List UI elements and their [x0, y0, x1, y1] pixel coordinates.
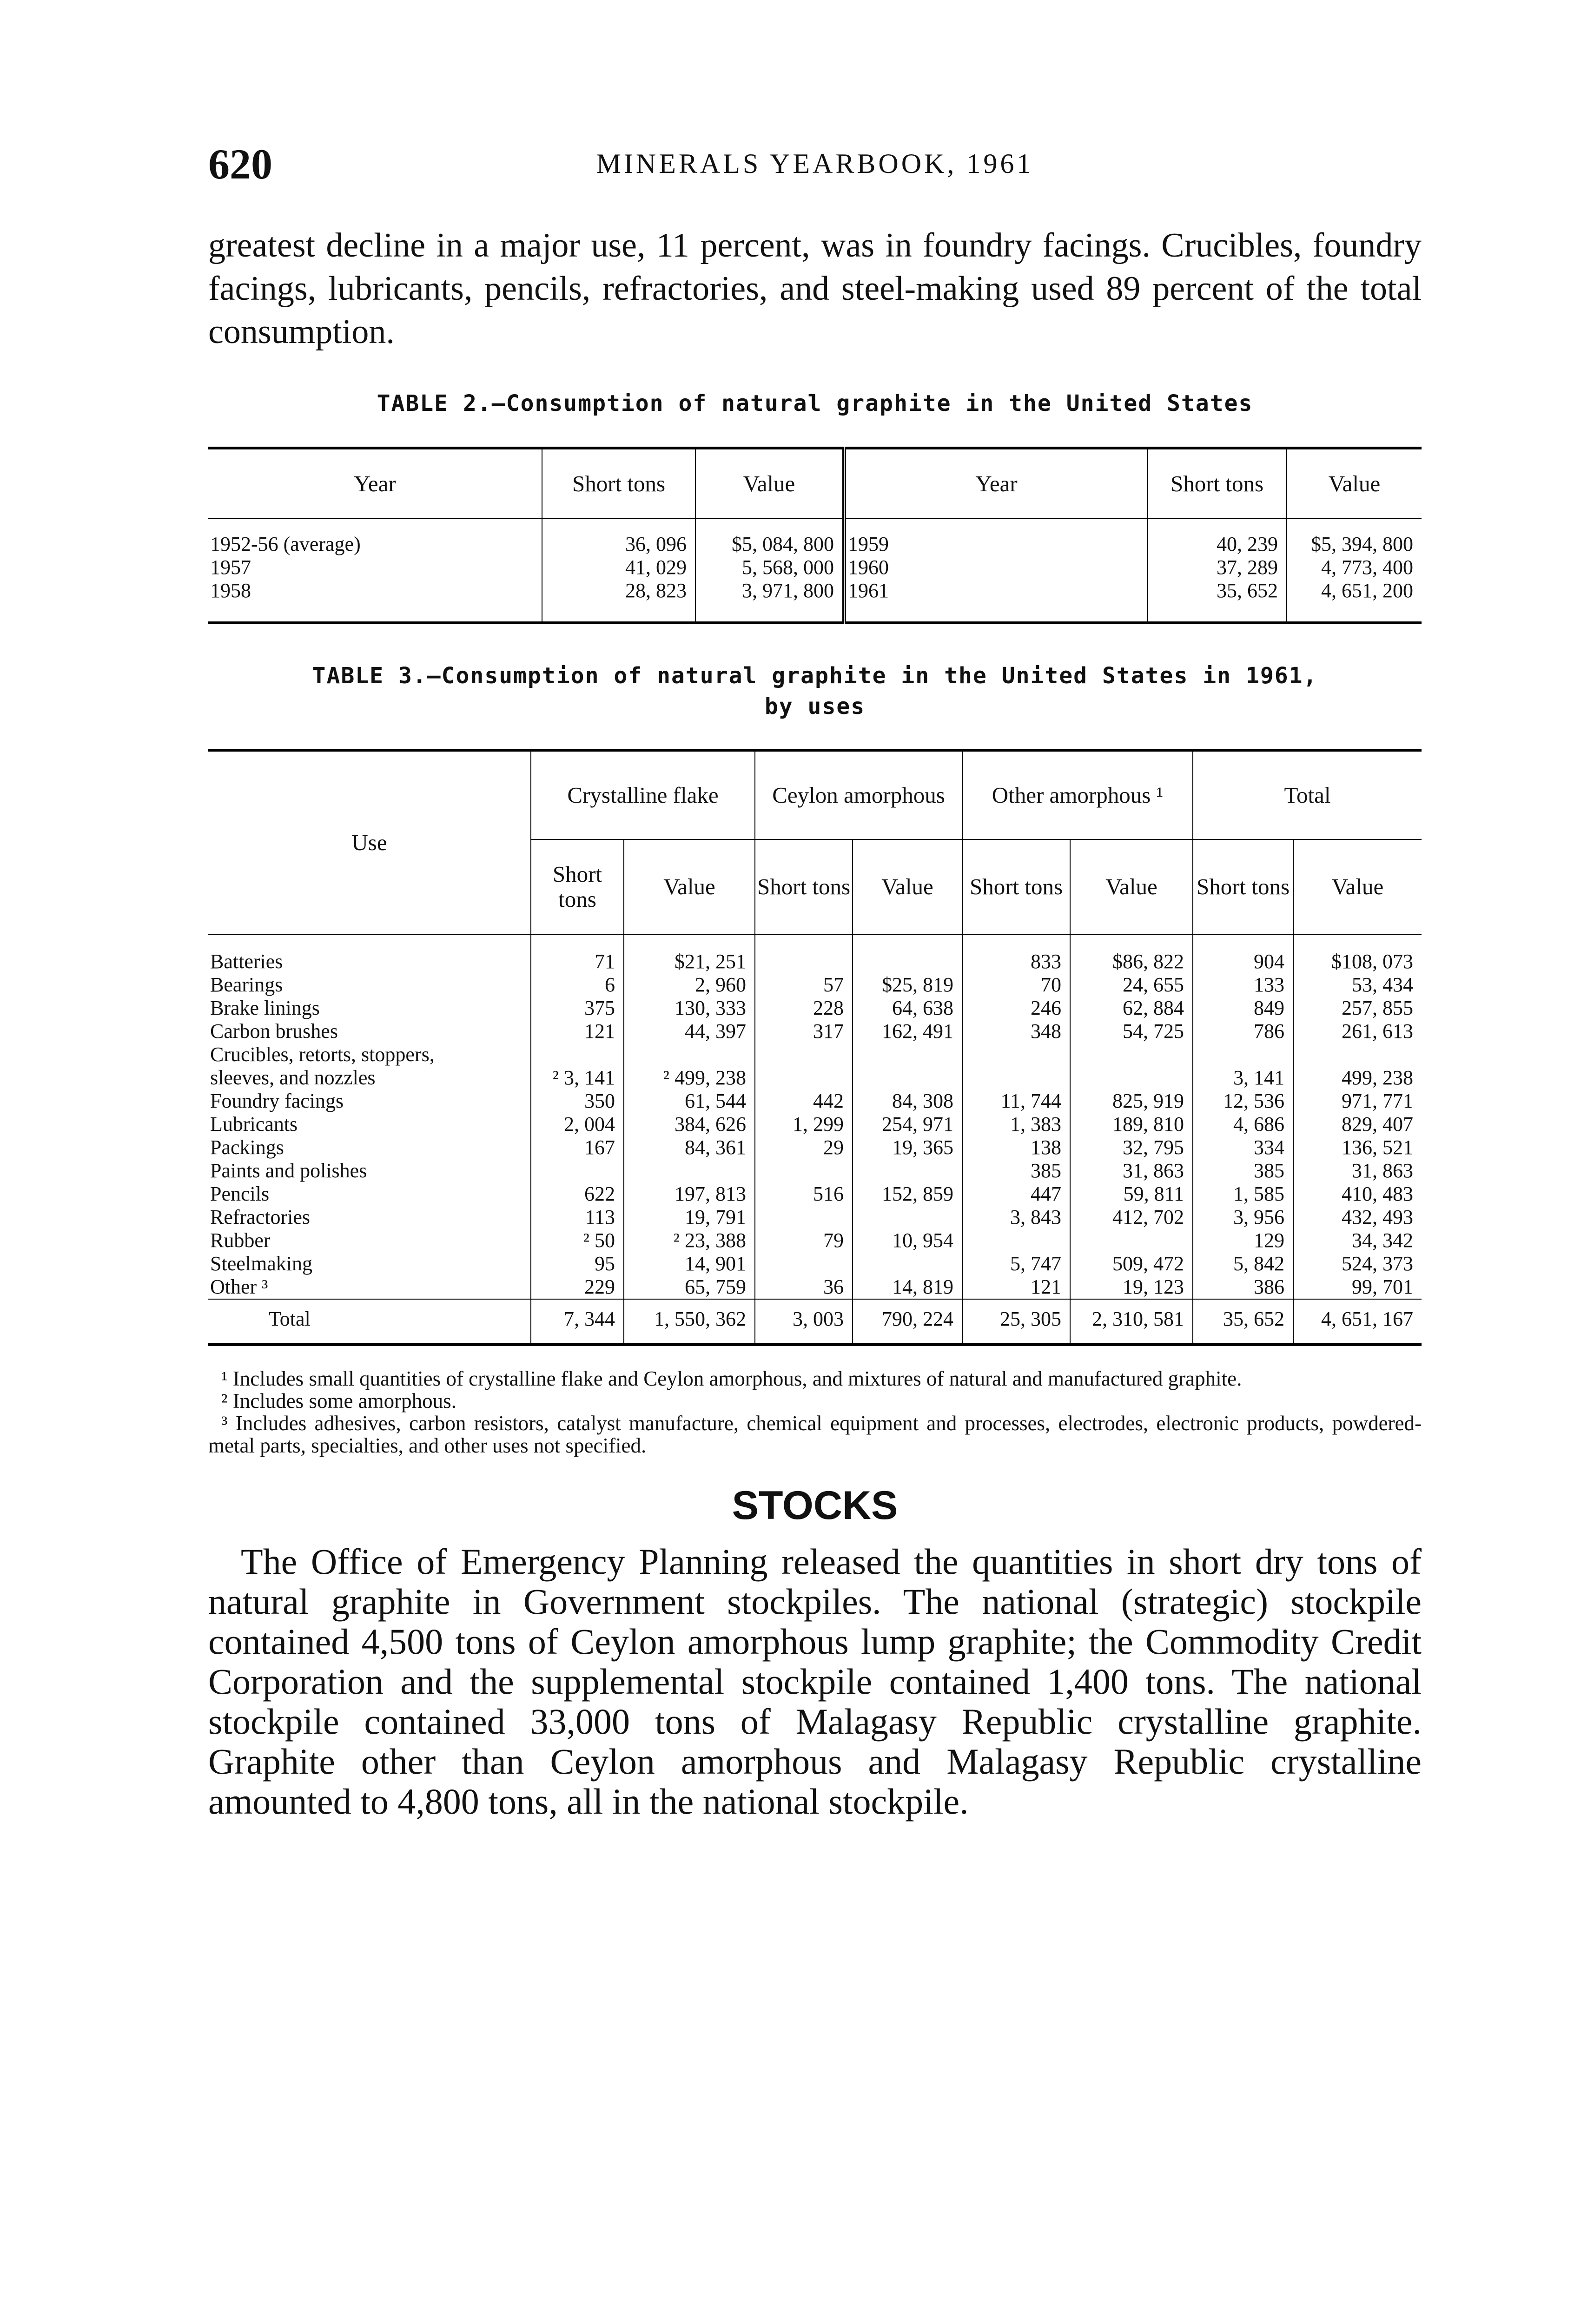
table3-cell [1070, 1066, 1193, 1089]
table3-sub-header: Short tons [1193, 839, 1293, 934]
table3-total-cell: 1, 550, 362 [624, 1299, 755, 1345]
table3-cell: 833 [962, 934, 1070, 973]
table-row [208, 1113, 1422, 1136]
table2-header-short-tons: Short tons [542, 448, 695, 519]
table3-cell: 432, 493 [1342, 1206, 1413, 1228]
table2-cell: $5, 084, 800 [695, 519, 844, 556]
footnote: ³ Includes adhesives, carbon resistors, catalyst manufacture, chemical equipment and processes, electrodes, electronic products, powdered-metal parts, specialties, and other uses not specified. [208, 1412, 1422, 1457]
table3-cell: 12, 536 [1193, 1089, 1293, 1113]
table3-cell: 84, 308 [853, 1089, 962, 1113]
table2 [208, 447, 1422, 624]
table2-cell: 3, 971, 800 [695, 579, 844, 623]
table3-header-use: Use [208, 750, 531, 934]
table3-sub-header: Value [1070, 839, 1193, 934]
table3-cell: 133 [1193, 973, 1293, 997]
table2-cell: 40, 239 [1147, 519, 1287, 556]
table3-title-line1: TABLE 3.—Consumption of natural graphite in the United States in 1961, [312, 663, 1318, 689]
table-row [208, 519, 1422, 556]
table3-cell: 65, 759 [624, 1275, 755, 1299]
table3-total-cell: 2, 310, 581 [1070, 1299, 1193, 1345]
table2-header-value: Value [695, 448, 844, 519]
table3-cell: 3, 843 [962, 1206, 1070, 1229]
table3-cell [962, 1229, 1070, 1252]
table3-cell: 348 [962, 1020, 1070, 1043]
table3-use-label: Bearings [208, 973, 531, 997]
table3-sub-header: Value [624, 839, 755, 934]
table2-cell: 1959 [844, 519, 1147, 556]
table2-cell: 1960 [844, 556, 1147, 579]
table3-group-header: Crystalline flake [531, 750, 755, 839]
page-number: 620 [208, 140, 272, 188]
table3-cell: 167 [531, 1136, 624, 1159]
table3-cell: 95 [531, 1252, 624, 1275]
table2-cell: 1958 [208, 579, 542, 623]
table3-cell: 385 [1193, 1159, 1293, 1182]
table2-cell: 41, 029 [542, 556, 695, 579]
table3-cell: 70 [962, 973, 1070, 997]
table3-cell [755, 934, 853, 973]
table3-cell: 3, 141 [1193, 1066, 1293, 1089]
table3-cell: 36 [755, 1275, 853, 1299]
table2-cell: 36, 096 [542, 519, 695, 556]
table2-cell: 4, 773, 400 [1321, 556, 1413, 579]
table3-cell: 136, 521 [1342, 1136, 1413, 1159]
table2-cell: 1952-56 (average) [208, 519, 542, 556]
table3-cell [531, 1043, 624, 1066]
table3-cell: 384, 626 [624, 1113, 755, 1136]
table3-group-header: Ceylon amorphous [755, 750, 962, 839]
stocks-paragraph: The Office of Emergency Planning released the quantities in short dry tons of natural graphite in Government stockpiles. The national (strategic) stockpile contained 4,500 tons of Ceylon amorphous lump graphite; the Commodity Credit Corporation and the supplemental stockpile contained 1,400 tons. The national stockpile contained 33,000 tons of Malagasy Republic crystalline graphite. Graphite other than Ceylon amorphous and Malagasy Republic crystalline amounted to 4,800 tons, all in the national stockpile. [208, 1541, 1422, 1822]
table3-cell [1070, 1043, 1193, 1066]
table3-cell: 786 [1193, 1020, 1293, 1043]
table3-sub-header: Value [853, 839, 962, 934]
table3-cell: ² 3, 141 [531, 1066, 624, 1089]
table3-cell: 829, 407 [1342, 1113, 1413, 1136]
table3-cell [1193, 1043, 1293, 1066]
table3-cell: 29 [755, 1136, 853, 1159]
table3-group-header: Other amorphous ¹ [962, 750, 1193, 839]
table3-use-label: Carbon brushes [208, 1020, 531, 1043]
table-row [208, 1275, 1422, 1299]
table3-cell: 317 [755, 1020, 853, 1043]
table3-title [208, 660, 1422, 722]
table3-cell [755, 1066, 853, 1089]
table3-cell: 386 [1193, 1275, 1293, 1299]
table2-cell: 4, 651, 200 [1321, 579, 1413, 602]
table-row [208, 1020, 1422, 1043]
table3-cell: 825, 919 [1070, 1089, 1193, 1113]
table3-sub-header: Short tons [531, 839, 624, 934]
table3-cell: 162, 491 [853, 1020, 962, 1043]
table3-cell: 197, 813 [624, 1182, 755, 1206]
table3-cell [755, 1159, 853, 1182]
running-title: MINERALS YEARBOOK, 1961 [596, 148, 1034, 179]
table3-cell: 99, 701 [1352, 1275, 1413, 1298]
table3-cell: 14, 819 [853, 1275, 962, 1299]
table3-cell: 257, 855 [1342, 997, 1413, 1019]
table3-cell: 2, 004 [531, 1113, 624, 1136]
table3-cell: 228 [755, 997, 853, 1020]
table3-cell [853, 1066, 962, 1089]
table3-cell: 19, 123 [1070, 1275, 1193, 1299]
table3-cell: 524, 373 [1342, 1252, 1413, 1275]
table3-cell: 1, 299 [755, 1113, 853, 1136]
table3-cell: 31, 863 [1070, 1159, 1193, 1182]
table3-use-label: Lubricants [208, 1113, 531, 1136]
table3-cell [755, 1252, 853, 1275]
table-row [208, 556, 1422, 579]
table3-cell: 509, 472 [1070, 1252, 1193, 1275]
table3-cell: 3, 956 [1193, 1206, 1293, 1229]
table3-use-label: Steelmaking [208, 1252, 531, 1275]
table3-total-cell: 7, 344 [531, 1299, 624, 1345]
table3-cell: 4, 686 [1193, 1113, 1293, 1136]
table3-cell: $86, 822 [1070, 934, 1193, 973]
table3-group-header-row [208, 750, 1422, 839]
table3-cell: 84, 361 [624, 1136, 755, 1159]
table3-cell: 410, 483 [1342, 1182, 1413, 1205]
table3-cell [962, 1043, 1070, 1066]
table3-cell: 254, 971 [853, 1113, 962, 1136]
table-row [208, 1206, 1422, 1229]
table3-cell: 44, 397 [624, 1020, 755, 1043]
table3-total-cell: 35, 652 [1193, 1299, 1293, 1345]
table3-cell: 442 [755, 1089, 853, 1113]
table3-use-label: Other ³ [208, 1275, 531, 1299]
table3-use-label: sleeves, and nozzles [208, 1066, 531, 1089]
table-row [208, 973, 1422, 997]
page [208, 139, 1422, 1858]
table3-cell: 34, 342 [1352, 1229, 1413, 1252]
table3-cell: 61, 544 [624, 1089, 755, 1113]
table2-cell: 37, 289 [1147, 556, 1287, 579]
table3-cell: 138 [962, 1136, 1070, 1159]
section-heading-stocks: STOCKS [732, 1483, 898, 1528]
table3-cell: 57 [755, 973, 853, 997]
table2-cell: 28, 823 [542, 579, 695, 623]
footnote: ¹ Includes small quantities of crystalline flake and Ceylon amorphous, and mixtures of natural and manufactured graphite. [221, 1367, 1242, 1390]
table3-cell: 113 [531, 1206, 624, 1229]
table3-total-label: Total [208, 1299, 531, 1345]
table3-cell: 499, 238 [1342, 1066, 1413, 1089]
table3-cell: 130, 333 [624, 997, 755, 1020]
table3-use-label: Brake linings [208, 997, 531, 1020]
table3-cell: 447 [962, 1182, 1070, 1206]
table3-cell: 62, 884 [1070, 997, 1193, 1020]
table2-cell: $5, 394, 800 [1311, 533, 1413, 555]
table-row [208, 1136, 1422, 1159]
table3-cell: $108, 073 [1331, 950, 1413, 973]
table3-cell: 622 [531, 1182, 624, 1206]
table3-cell: 904 [1193, 934, 1293, 973]
table3-cell: 516 [755, 1182, 853, 1206]
table3-cell [853, 1206, 962, 1229]
table3-use-label: Paints and polishes [208, 1159, 531, 1182]
table3-cell [624, 1043, 755, 1066]
table3-cell: 385 [962, 1159, 1070, 1182]
table2-cell: 35, 652 [1147, 579, 1287, 623]
intro-paragraph: greatest decline in a major use, 11 percent, was in foundry facings. Crucibles, foundry facings, lubricants, pencils, refractories, and steel-making used 89 percent of the total consumption. [208, 226, 1422, 351]
table3-cell: 19, 791 [624, 1206, 755, 1229]
table3-cell [853, 1252, 962, 1275]
table3-cell: 261, 613 [1342, 1020, 1413, 1043]
table3-cell: 971, 771 [1342, 1089, 1413, 1112]
table3-cell: $21, 251 [624, 934, 755, 973]
table3-cell: 5, 842 [1193, 1252, 1293, 1275]
table-row [208, 1089, 1422, 1113]
table3-title-line2: by uses [764, 693, 866, 720]
table2-title: TABLE 2.—Consumption of natural graphite in the United States [377, 390, 1253, 416]
table3-use-label: Rubber [208, 1229, 531, 1252]
footnote: ² Includes some amorphous. [221, 1389, 456, 1413]
running-head [208, 139, 1422, 191]
table3-use-label: Refractories [208, 1206, 531, 1229]
table2-header-row [208, 448, 1422, 519]
table3-cell: ² 23, 388 [624, 1229, 755, 1252]
table3-cell: 189, 810 [1070, 1113, 1193, 1136]
table-row [208, 934, 1422, 973]
table3-cell [1070, 1229, 1193, 1252]
table3-cell: 31, 863 [1352, 1159, 1413, 1182]
table3-cell [853, 1159, 962, 1182]
table3-cell: 412, 702 [1070, 1206, 1193, 1229]
table3-use-label: Pencils [208, 1182, 531, 1206]
table3-body [208, 934, 1422, 1299]
table-row [208, 1043, 1422, 1066]
table3-total-cell: 790, 224 [853, 1299, 962, 1345]
table-row [208, 997, 1422, 1020]
table3-group-header: Total [1193, 750, 1422, 839]
table3-cell [1293, 1043, 1422, 1066]
table3-use-label: Foundry facings [208, 1089, 531, 1113]
table3-cell: 2, 960 [624, 973, 755, 997]
table3-cell: 5, 747 [962, 1252, 1070, 1275]
table3-cell: $25, 819 [853, 973, 962, 997]
table3-total-cell: 25, 305 [962, 1299, 1070, 1345]
table2-header-value: Value [1287, 448, 1422, 519]
table3-cell: 64, 638 [853, 997, 962, 1020]
table3-footnotes [208, 1367, 1422, 1457]
table3-cell: 32, 795 [1070, 1136, 1193, 1159]
table2-header-year: Year [208, 448, 542, 519]
table3-cell: 54, 725 [1070, 1020, 1193, 1043]
table3-cell: 79 [755, 1229, 853, 1252]
table3-cell: 246 [962, 997, 1070, 1020]
table3-cell: 121 [531, 1020, 624, 1043]
table3-use-label: Batteries [208, 934, 531, 973]
table3-cell: 1, 383 [962, 1113, 1070, 1136]
table-row [208, 1252, 1422, 1275]
table3-cell: 375 [531, 997, 624, 1020]
table3-use-label: Packings [208, 1136, 531, 1159]
table-row [208, 1159, 1422, 1182]
table2-header-year: Year [844, 448, 1147, 519]
table3-cell: 849 [1193, 997, 1293, 1020]
table3-cell [853, 1043, 962, 1066]
table3-cell: 152, 859 [853, 1182, 962, 1206]
table3-cell [962, 1066, 1070, 1089]
table3-cell: 71 [531, 934, 624, 973]
table3-sub-header: Value [1293, 839, 1422, 934]
table3-cell [755, 1043, 853, 1066]
table3-use-label: Crucibles, retorts, stoppers, [208, 1043, 531, 1066]
table-row [208, 1066, 1422, 1089]
table3-cell: 11, 744 [962, 1089, 1070, 1113]
table-row [208, 1182, 1422, 1206]
table3-sub-header: Short tons [962, 839, 1070, 934]
table-row [208, 1229, 1422, 1252]
table3-cell: 121 [962, 1275, 1070, 1299]
table3-cell [853, 934, 962, 973]
table2-cell: 5, 568, 000 [695, 556, 844, 579]
table-row [208, 579, 1422, 623]
table3-cell: 229 [531, 1275, 624, 1299]
table3-cell: 350 [531, 1089, 624, 1113]
table3-cell [624, 1159, 755, 1182]
table3-cell: 334 [1193, 1136, 1293, 1159]
table3-total-cell: 4, 651, 167 [1293, 1299, 1422, 1345]
table3-cell: 59, 811 [1070, 1182, 1193, 1206]
table2-header-short-tons: Short tons [1147, 448, 1287, 519]
table3 [208, 749, 1422, 1346]
table3-cell [531, 1159, 624, 1182]
table3-cell: ² 50 [531, 1229, 624, 1252]
table2-cell: 1961 [844, 579, 1147, 623]
table3-cell [755, 1206, 853, 1229]
table3-sub-header: Short tons [755, 839, 853, 934]
table3-cell: 19, 365 [853, 1136, 962, 1159]
table3-cell: 10, 954 [853, 1229, 962, 1252]
table3-total-cell: 3, 003 [755, 1299, 853, 1345]
table3-cell: 129 [1193, 1229, 1293, 1252]
table3-cell: 6 [531, 973, 624, 997]
table3-cell: 53, 434 [1352, 973, 1413, 996]
table3-total-row [208, 1299, 1422, 1345]
table3-cell: 14, 901 [624, 1252, 755, 1275]
table2-cell: 1957 [208, 556, 542, 579]
table3-cell: 1, 585 [1193, 1182, 1293, 1206]
table3-cell: 24, 655 [1070, 973, 1193, 997]
table3-cell: ² 499, 238 [624, 1066, 755, 1089]
